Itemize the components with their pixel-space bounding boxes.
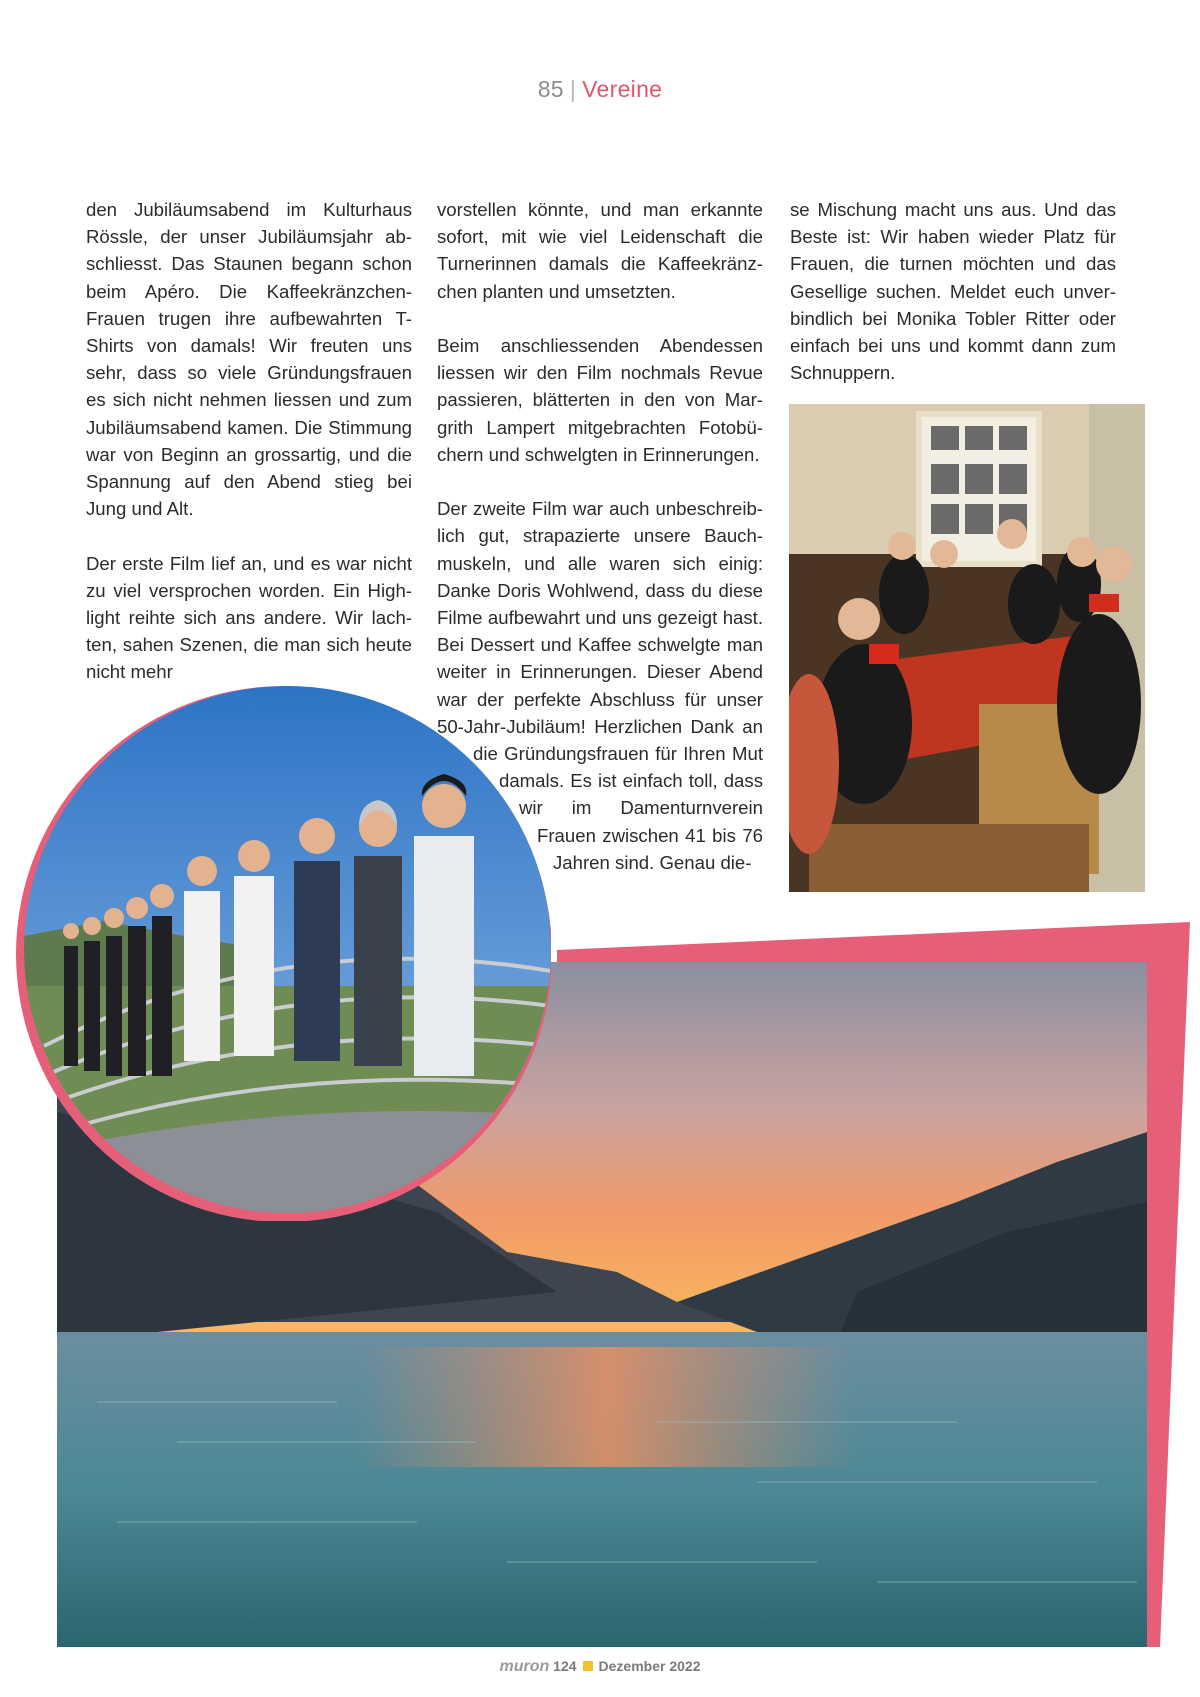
- page-number: 85: [537, 76, 564, 102]
- footer-square-icon: [583, 1661, 593, 1671]
- paragraph: se Mischung macht uns aus. Und das Beste ist: Wir haben wieder Platz für Frauen, die turnen möchten und das Gesellige suchen. Meldet euch unverbindlich bei Monika Tobler Ritter oder einfach bei uns und kommt dann zum Schnuppern.: [790, 199, 1116, 384]
- paragraph: Der erste Film lief an, und es war nicht zu viel versprochen worden. Ein Highlight reihte sich ans andere. Wir lachten, sahen Szenen, die man sich heute nicht mehr: [86, 552, 412, 683]
- header-separator: |: [569, 76, 577, 102]
- dinner-photo: [789, 404, 1145, 892]
- section-title: Vereine: [582, 76, 663, 102]
- text-column-1: [86, 196, 412, 713]
- issue-date: Dezember 2022: [598, 1658, 701, 1674]
- page-header: [0, 76, 1200, 103]
- page-footer: [0, 1658, 1200, 1676]
- paragraph: vorstellen könnte, und man erkannte sofort, mit wie viel Leidenschaft die Turnerinnen damals die Kaffeekränzchen planten und umsetzten.: [437, 199, 763, 302]
- text-column-3: [790, 196, 1116, 414]
- issue-number: 124: [553, 1658, 577, 1674]
- paragraph: den Jubiläumsabend im Kulturhaus Rössle, der unser Jubiläumsjahr abschliesst. Das Staunen begann schon beim Apéro. Die Kaffeekränzchen-Frauen trugen ihre aufbewahrten T-Shirts von damals! Wir freuten uns sehr, dass so viele Gründungsfrauen es sich nicht nehmen liessen und zum Jubiläumsabend kamen. Die Stimmung war von Beginn an grossartig, und die Spannung auf den Abend stieg bei Jung und Alt.: [86, 199, 412, 520]
- group-photo-circle: [16, 686, 551, 1221]
- group-photo: [24, 686, 551, 1213]
- paragraph-text: Der zweite Film war auch unbeschreiblich gut, strapazierte unsere Bauchmuskeln, und alle waren sich einig: Danke Doris Wohlwend, dass du diese Filme aufbewahrt und uns gezeigt hast. Bei Dessert und Kaffee schwelgte man weiter in Erinnerungen. Dieser Abend war der perfekte Abschluss für unser 50-Jahr-Jubiläum! Herzlichen Dank an die Gründungsfrauen für Ihren Mut damals. Es ist einfach toll, dass wir im Damenturnverein Frauen zwischen 41 bis 76 Jahren sind. Genau die-: [437, 498, 763, 873]
- paragraph: Beim anschliessenden Abendessen liessen wir den Film nochmals Revue passieren, blätterten in den von Margrith Lampert mitgebrachten Fotobüchern und schwelgten in Erinnerungen.: [437, 335, 763, 465]
- magazine-brand: muron: [499, 1658, 550, 1675]
